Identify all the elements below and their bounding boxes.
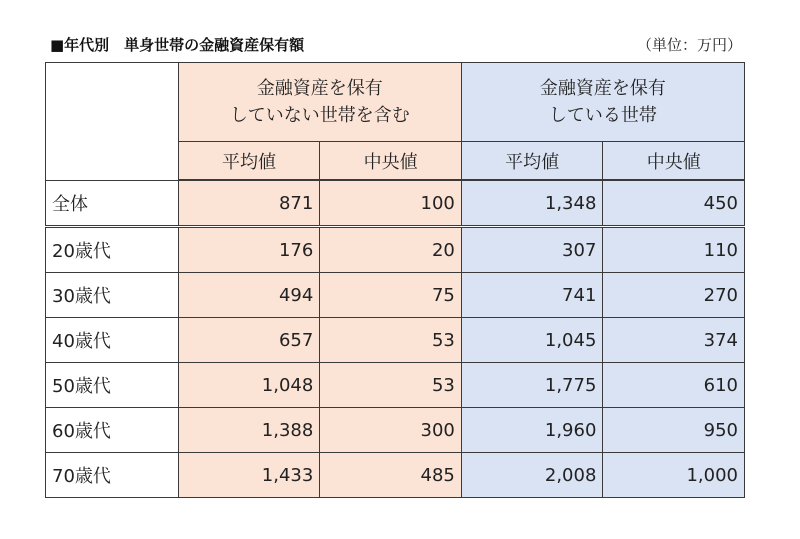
- subheader-mean: 平均値: [178, 142, 320, 181]
- value-cell: 374: [603, 318, 745, 363]
- value-cell: 1,000: [603, 453, 745, 498]
- value-cell: 494: [178, 273, 320, 318]
- corner-cell: [46, 63, 179, 181]
- value-cell: 300: [320, 408, 462, 453]
- value-cell: 657: [178, 318, 320, 363]
- value-cell: 75: [320, 273, 462, 318]
- table-title: ■年代別 単身世帯の金融資産保有額: [50, 36, 305, 54]
- value-cell: 950: [603, 408, 745, 453]
- value-cell: 270: [603, 273, 745, 318]
- group-header-line: 金融資産を保有: [539, 78, 666, 99]
- row-label: 50歳代: [46, 363, 179, 408]
- group-header-row: [46, 63, 745, 142]
- row-label: 30歳代: [46, 273, 179, 318]
- subheader-median: 中央値: [320, 142, 462, 181]
- table-row: [46, 273, 745, 318]
- value-cell: 1,775: [461, 363, 603, 408]
- unit-label: （単位：万円）: [636, 36, 742, 54]
- value-cell: 100: [320, 180, 462, 227]
- value-cell: 485: [320, 453, 462, 498]
- value-cell: 1,348: [461, 180, 603, 227]
- value-cell: 610: [603, 363, 745, 408]
- row-label: 40歳代: [46, 318, 179, 363]
- row-label: 20歳代: [46, 227, 179, 273]
- value-cell: 110: [603, 227, 745, 273]
- group-header-line: していない世帯を含む: [229, 105, 410, 126]
- value-cell: 1,960: [461, 408, 603, 453]
- value-cell: 1,048: [178, 363, 320, 408]
- asset-table: [45, 62, 745, 498]
- row-label: 70歳代: [46, 453, 179, 498]
- table-row: [46, 180, 745, 227]
- table-body: [46, 180, 745, 498]
- value-cell: 871: [178, 180, 320, 227]
- value-cell: 1,388: [178, 408, 320, 453]
- subheader-mean: 平均値: [461, 142, 603, 181]
- row-label: 60歳代: [46, 408, 179, 453]
- group-header-holders: [461, 63, 744, 142]
- table-row: [46, 453, 745, 498]
- table-row: [46, 227, 745, 273]
- value-cell: 1,433: [178, 453, 320, 498]
- table-row: [46, 318, 745, 363]
- table-row: [46, 408, 745, 453]
- value-cell: 176: [178, 227, 320, 273]
- table-row: [46, 363, 745, 408]
- value-cell: 450: [603, 180, 745, 227]
- value-cell: 741: [461, 273, 603, 318]
- value-cell: 2,008: [461, 453, 603, 498]
- group-header-line: 金融資産を保有: [256, 78, 383, 99]
- value-cell: 307: [461, 227, 603, 273]
- group-header-line: している世帯: [548, 105, 657, 126]
- value-cell: 1,045: [461, 318, 603, 363]
- row-label: 全体: [46, 180, 179, 227]
- subheader-median: 中央値: [603, 142, 745, 181]
- value-cell: 53: [320, 318, 462, 363]
- value-cell: 53: [320, 363, 462, 408]
- value-cell: 20: [320, 227, 462, 273]
- group-header-including-non-holders: [178, 63, 461, 142]
